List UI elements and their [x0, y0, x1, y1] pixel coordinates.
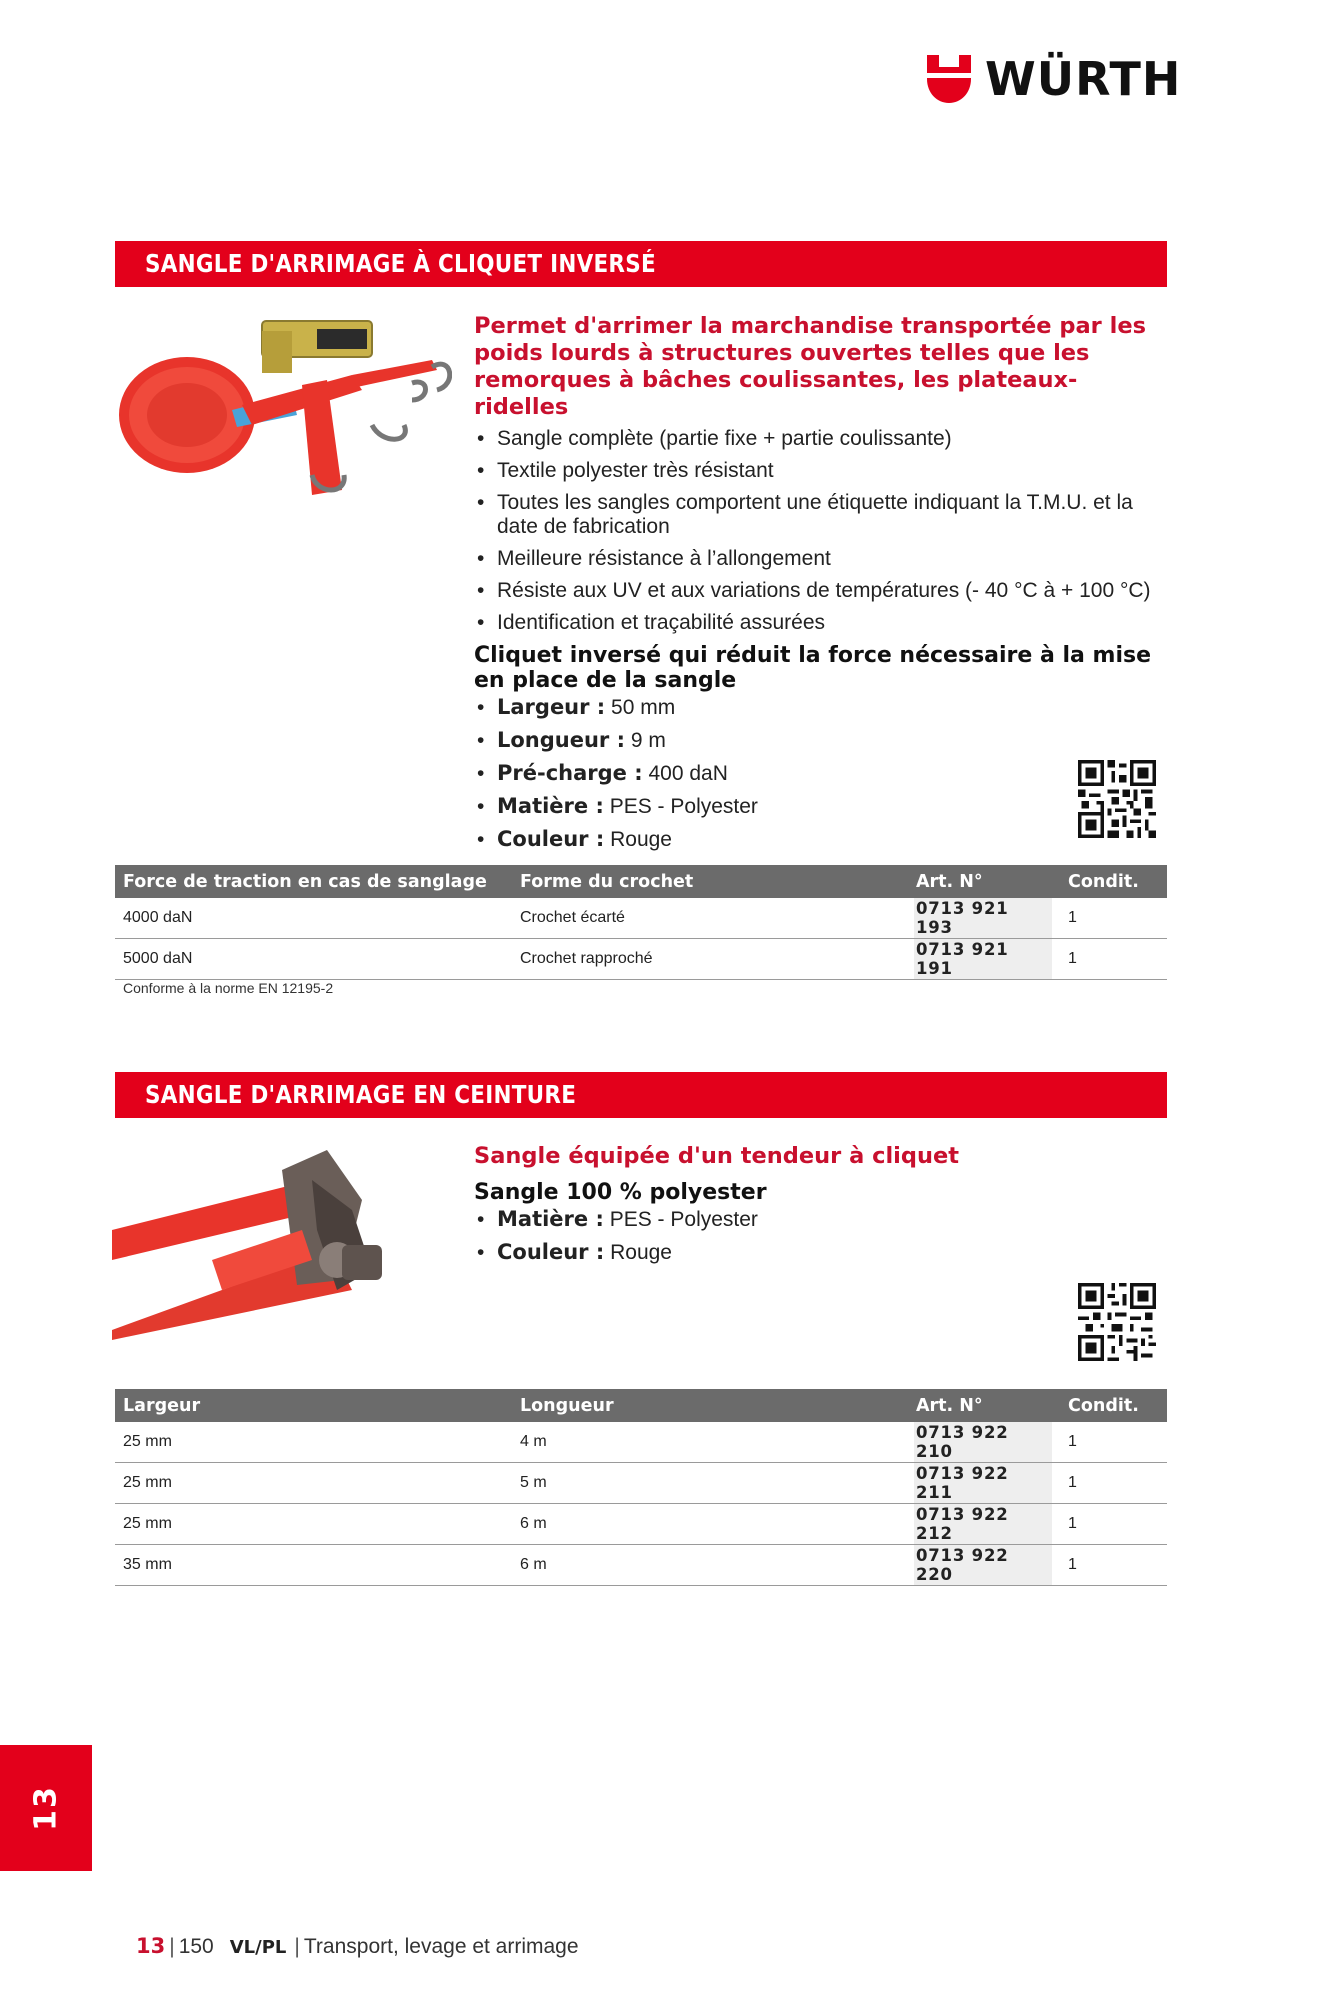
footer-section: Transport, levage et arrimage [303, 1935, 579, 1958]
spec-value: 400 daN [648, 762, 728, 785]
spec-item [474, 728, 1164, 753]
table-header-row [115, 1389, 1167, 1422]
table-row [115, 1422, 1167, 1463]
spec-item [474, 1240, 1164, 1265]
spec-label: Couleur : [497, 827, 605, 851]
feature-item: • Identification et traçabilité assurées [474, 611, 1164, 635]
table-row [115, 1463, 1167, 1504]
page-number: 13 [136, 1934, 166, 1958]
cell-hook-shape: Crochet rapproché [512, 939, 908, 980]
spec-label: Couleur : [497, 1240, 605, 1264]
chapter-number: 13 [28, 1785, 64, 1831]
footer-separator: | [294, 1935, 300, 1958]
feature-item: • Toutes les sangles comportent une étiquette indiquant la T.M.U. et la date de fabrication [474, 491, 1164, 539]
cell-article-number[interactable]: 0713 922 220 [908, 1545, 1060, 1586]
belt-strap-image [112, 1140, 452, 1340]
table-row [115, 1504, 1167, 1545]
cell-length: 6 m [512, 1545, 908, 1586]
page-total: 150 [178, 1935, 214, 1958]
column-header: Condit. [1060, 865, 1167, 898]
section1-description [474, 313, 1164, 860]
cell-force: 5000 daN [115, 939, 512, 980]
spec-label: Matière : [497, 794, 604, 818]
ratchet-strap-image [112, 315, 452, 495]
cell-width: 25 mm [115, 1422, 512, 1463]
cell-article-number[interactable]: 0713 922 211 [908, 1463, 1060, 1504]
spec-value: 9 m [630, 729, 666, 752]
column-header: Art. N° [908, 1389, 1060, 1422]
page-footer [136, 1934, 579, 1959]
cell-width: 25 mm [115, 1463, 512, 1504]
feature-item: • Sangle complète (partie fixe + partie coulissante) [474, 427, 1164, 451]
cell-packaging: 1 [1060, 1422, 1167, 1463]
section-title: SANGLE D'ARRIMAGE EN CEINTURE [145, 1080, 577, 1109]
cell-length: 5 m [512, 1463, 908, 1504]
brand-name: WÜRTH [985, 52, 1182, 106]
wurth-emblem-icon [925, 53, 973, 105]
table-row [115, 1545, 1167, 1586]
feature-list [474, 427, 1164, 635]
column-header: Condit. [1060, 1389, 1167, 1422]
cell-length: 4 m [512, 1422, 908, 1463]
spec-value: Rouge [610, 828, 672, 851]
product-subhead: Sangle 100 % polyester [474, 1180, 767, 1205]
cell-article-number[interactable]: 0713 921 193 [908, 898, 1060, 939]
cell-packaging: 1 [1060, 939, 1167, 980]
spec-label: Largeur : [497, 695, 606, 719]
section-title: SANGLE D'ARRIMAGE À CLIQUET INVERSÉ [145, 249, 656, 278]
spec-value: 50 mm [611, 696, 676, 719]
standard-note: Conforme à la norme EN 12195-2 [123, 980, 334, 996]
spec-item [474, 695, 1164, 720]
spec-list [474, 695, 1164, 852]
cell-packaging: 1 [1060, 898, 1167, 939]
feature-item: • Résiste aux UV et aux variations de températures (- 40 °C à + 100 °C) [474, 579, 1164, 603]
spec-label: Longueur : [497, 728, 625, 752]
section2-description [474, 1143, 1164, 1273]
qr-code-icon[interactable] [1078, 760, 1156, 838]
cell-length: 6 m [512, 1504, 908, 1545]
section-title-bar-1 [115, 241, 1167, 287]
cell-article-number[interactable]: 0713 921 191 [908, 939, 1060, 980]
footer-separator: | [169, 1935, 175, 1958]
section2-article-table [115, 1389, 1167, 1586]
cell-article-number[interactable]: 0713 922 210 [908, 1422, 1060, 1463]
product-subhead: Cliquet inversé qui réduit la force nécessaire à la mise en place de la sangle [474, 643, 1152, 693]
feature-item: • Textile polyester très résistant [474, 459, 1164, 483]
column-header: Longueur [512, 1389, 908, 1422]
spec-item [474, 827, 1164, 852]
spec-value: Rouge [610, 1241, 672, 1264]
cell-force: 4000 daN [115, 898, 512, 939]
cell-width: 25 mm [115, 1504, 512, 1545]
spec-value: PES - Polyester [609, 795, 758, 818]
table-row [115, 939, 1167, 980]
cell-packaging: 1 [1060, 1545, 1167, 1586]
cell-article-number[interactable]: 0713 922 212 [908, 1504, 1060, 1545]
product-lead: Permet d'arrimer la marchandise transportée par les poids lourds à structures ouvertes telles que les remorques à bâches coulissantes, les plateaux-ridelles [474, 313, 1146, 420]
cell-hook-shape: Crochet écarté [512, 898, 908, 939]
spec-item [474, 761, 1164, 786]
spec-list [474, 1207, 1164, 1265]
cell-width: 35 mm [115, 1545, 512, 1586]
spec-label: Pré-charge : [497, 761, 643, 785]
column-header: Forme du crochet [512, 865, 908, 898]
spec-label: Matière : [497, 1207, 604, 1231]
spec-item [474, 1207, 1164, 1232]
section-title-bar-2 [115, 1072, 1167, 1118]
qr-code-icon[interactable] [1078, 1283, 1156, 1361]
chapter-tab [0, 1745, 92, 1871]
table-row [115, 898, 1167, 939]
table-header-row [115, 865, 1167, 898]
cell-packaging: 1 [1060, 1463, 1167, 1504]
wurth-logo [925, 52, 1181, 106]
footer-category: VL/PL [229, 1937, 287, 1958]
spec-value: PES - Polyester [609, 1208, 758, 1231]
column-header: Art. N° [908, 865, 1060, 898]
column-header: Largeur [115, 1389, 512, 1422]
column-header: Force de traction en cas de sanglage [115, 865, 512, 898]
section1-article-table [115, 865, 1167, 980]
product-lead: Sangle équipée d'un tendeur à cliquet [474, 1143, 960, 1169]
cell-packaging: 1 [1060, 1504, 1167, 1545]
feature-item: • Meilleure résistance à l’allongement [474, 547, 1164, 571]
spec-item [474, 794, 1164, 819]
